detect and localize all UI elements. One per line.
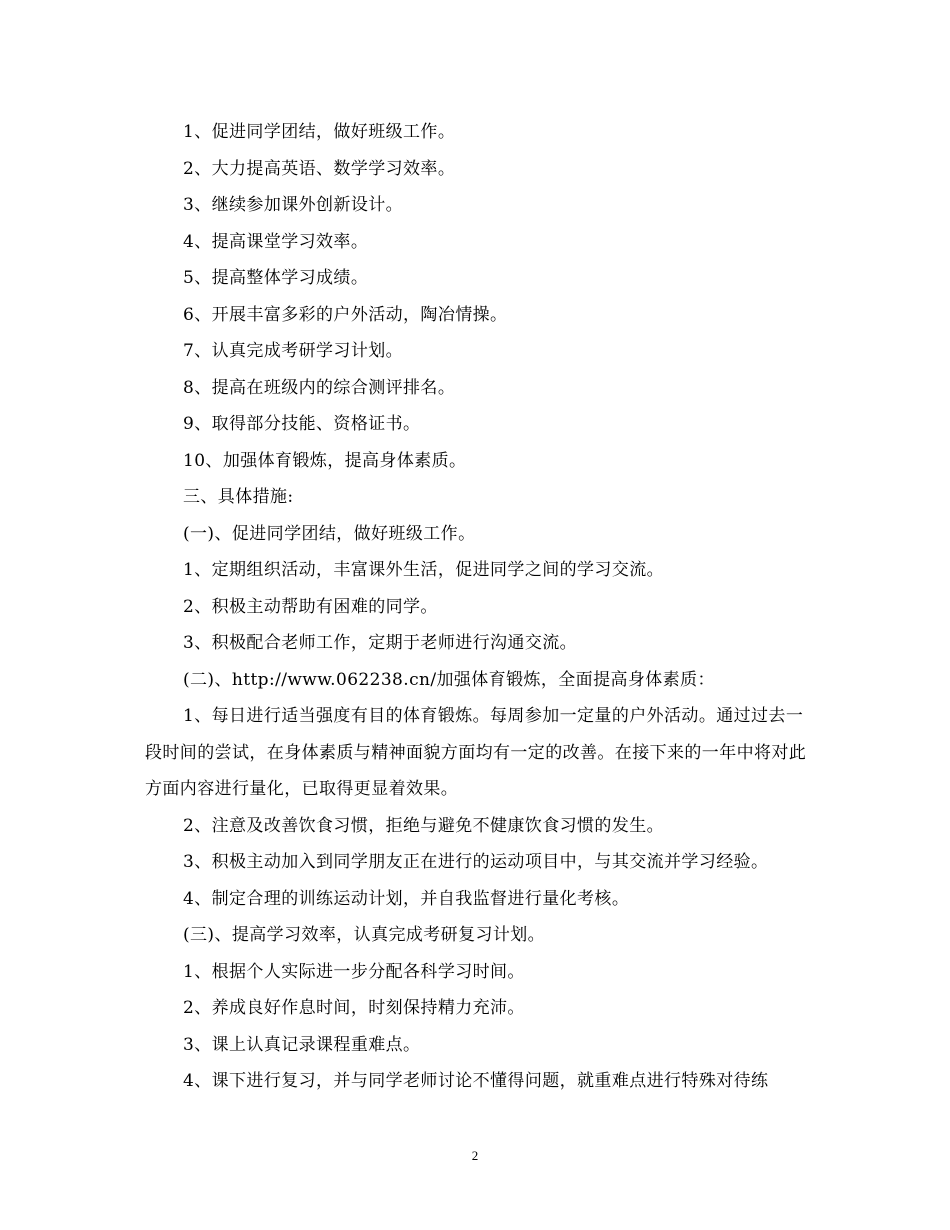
list-item: 9、取得部分技能、资格证书。 <box>183 414 421 434</box>
list-item: 1、根据个人实际进一步分配各科学习时间。 <box>183 961 525 982</box>
list-item: 3、继续参加课外创新设计。 <box>183 195 404 215</box>
list-item: 4、课下进行复习，并与同学老师讨论不懂得问题，就重难点进行特殊对待练 <box>183 1071 769 1091</box>
list-item: 2、注意及改善饮食习惯，拒绝与避免不健康饮食习惯的发生。 <box>183 815 665 836</box>
subsection-heading: (一)、促进同学团结，做好班级工作。 <box>183 523 476 544</box>
list-item: 3、积极主动加入到同学朋友正在进行的运动项目中，与其交流并学习经验。 <box>183 852 769 872</box>
list-item: 3、积极配合老师工作，定期于老师进行沟通交流。 <box>183 633 578 653</box>
list-item: 1、定期组织活动，丰富课外生活，促进同学之间的学习交流。 <box>183 560 665 580</box>
list-item: 1、每日进行适当强度有目的体育锻炼。每周参加一定量的户外活动。通过过去一段时间的尝试，在身体素质与精神面貌方面均有一定的改善。在接下来的一年中将对此方面内容进行量化，已取得更显着效果。 <box>145 706 807 799</box>
subsection-heading: (三)、提高学习效率，认真完成考研复习计划。 <box>183 925 546 945</box>
section-heading: 三、具体措施: <box>183 487 294 507</box>
list-item: 2、大力提高英语、数学学习效率。 <box>183 158 456 179</box>
list-item: 10、加强体育锻炼，提高身体素质。 <box>183 450 467 471</box>
list-item: 2、积极主动帮助有困难的同学。 <box>183 596 438 617</box>
list-item: 4、制定合理的训练运动计划，并自我监督进行量化考核。 <box>183 888 630 909</box>
list-item: 1、促进同学团结，做好班级工作。 <box>183 122 456 142</box>
list-item: 8、提高在班级内的综合测评排名。 <box>183 377 456 398</box>
subsection-heading: (二)、http://www.062238.cn/加强体育锻炼，全面提高身体素质： <box>183 669 715 690</box>
document-body <box>145 114 810 1100</box>
list-item: 6、开展丰富多彩的户外活动，陶冶情操。 <box>183 304 508 325</box>
list-item: 5、提高整体学习成绩。 <box>183 268 369 288</box>
page-number: 2 <box>471 1148 479 1163</box>
list-item: 4、提高课堂学习效率。 <box>183 231 369 252</box>
list-item: 2、养成良好作息时间，时刻保持精力充沛。 <box>183 998 525 1018</box>
list-item: 3、课上认真记录课程重难点。 <box>183 1034 421 1055</box>
list-item: 7、认真完成考研学习计划。 <box>183 341 404 361</box>
